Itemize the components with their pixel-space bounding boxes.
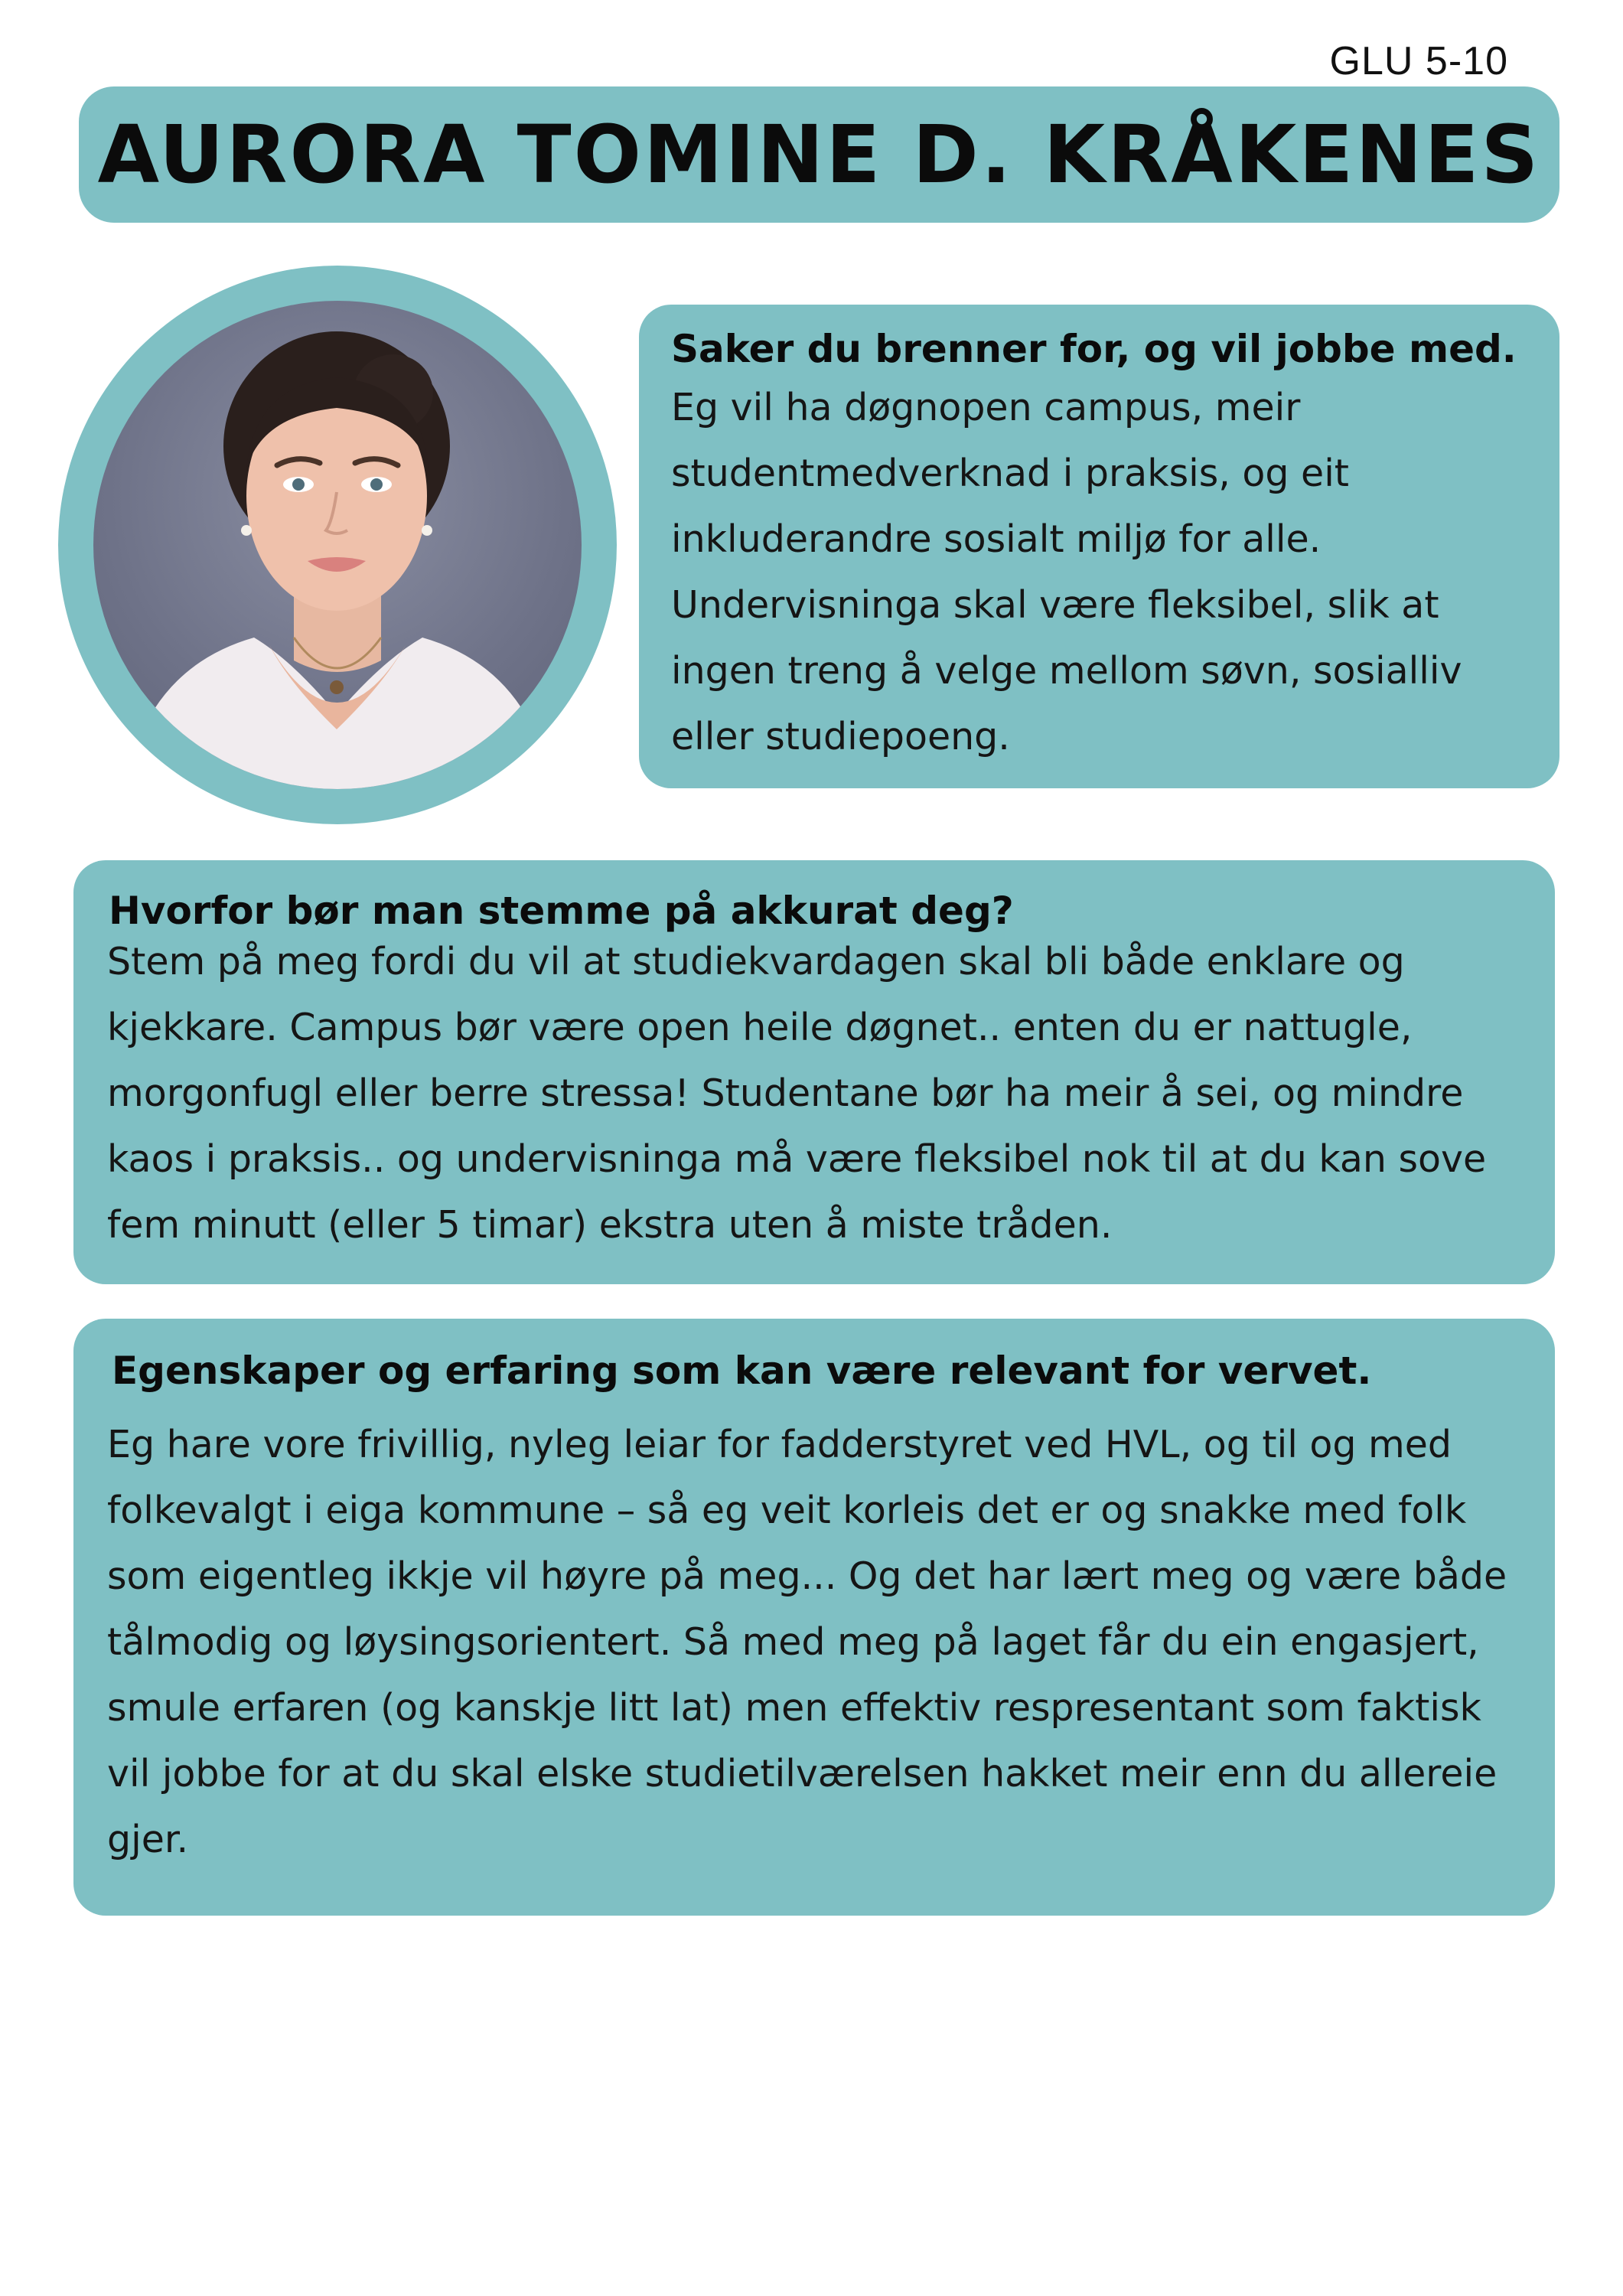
portrait-frame bbox=[58, 266, 617, 824]
issues-heading: Saker du brenner for, og vil jobbe med. bbox=[671, 327, 1517, 371]
portrait-illustration bbox=[93, 301, 582, 789]
candidate-portrait-photo bbox=[93, 301, 582, 789]
title-banner bbox=[79, 86, 1559, 223]
why-vote-card bbox=[73, 860, 1555, 1284]
issues-body: Eg vil ha døgnopen campus, meir studentmedverknad i praksis, og eit inkluderandre sosialt miljø for alle. Undervisninga skal være fleksibel, slik at ingen treng å velge mellom søvn, sosialliv eller studiepoeng. bbox=[671, 386, 1462, 758]
why-vote-body: Stem på meg fordi du vil at studiekvardagen skal bli både enklare og kjekkare. Campus bør være open heile døgnet.. enten du er nattugle, morgonfugl eller berre stressa! Studentane bør ha meir å sei, og mindre kaos i praksis.. og undervisninga må være fleksibel nok til at du kan sove fem minutt (eller 5 timar) ekstra uten å miste tråden. bbox=[107, 940, 1487, 1247]
candidate-name: AURORA TOMINE D. KRÅKENES bbox=[97, 108, 1541, 201]
program-code: GLU 5-10 bbox=[1329, 39, 1508, 83]
experience-card bbox=[73, 1319, 1555, 1916]
experience-heading: Egenskaper og erfaring som kan være relevant for vervet. bbox=[112, 1349, 1372, 1393]
experience-body: Eg hare vore frivillig, nyleg leiar for fadderstyret ved HVL, og til og med folkevalgt i eiga kommune – så eg veit korleis det er og snakke med folk som eigentleg ikkje vil høyre på meg... Og det har lært meg og være både tålmodig og løysingsorientert. Så med meg på laget får du ein engasjert, smule erfaren (og kanskje litt lat) men effektiv respresentant som faktisk vil jobbe for at du skal elske studietilværelsen hakket meir enn du allereie gjer. bbox=[107, 1423, 1507, 1861]
issues-card bbox=[639, 305, 1559, 788]
why-vote-heading: Hvorfor bør man stemme på akkurat deg? bbox=[109, 889, 1014, 933]
